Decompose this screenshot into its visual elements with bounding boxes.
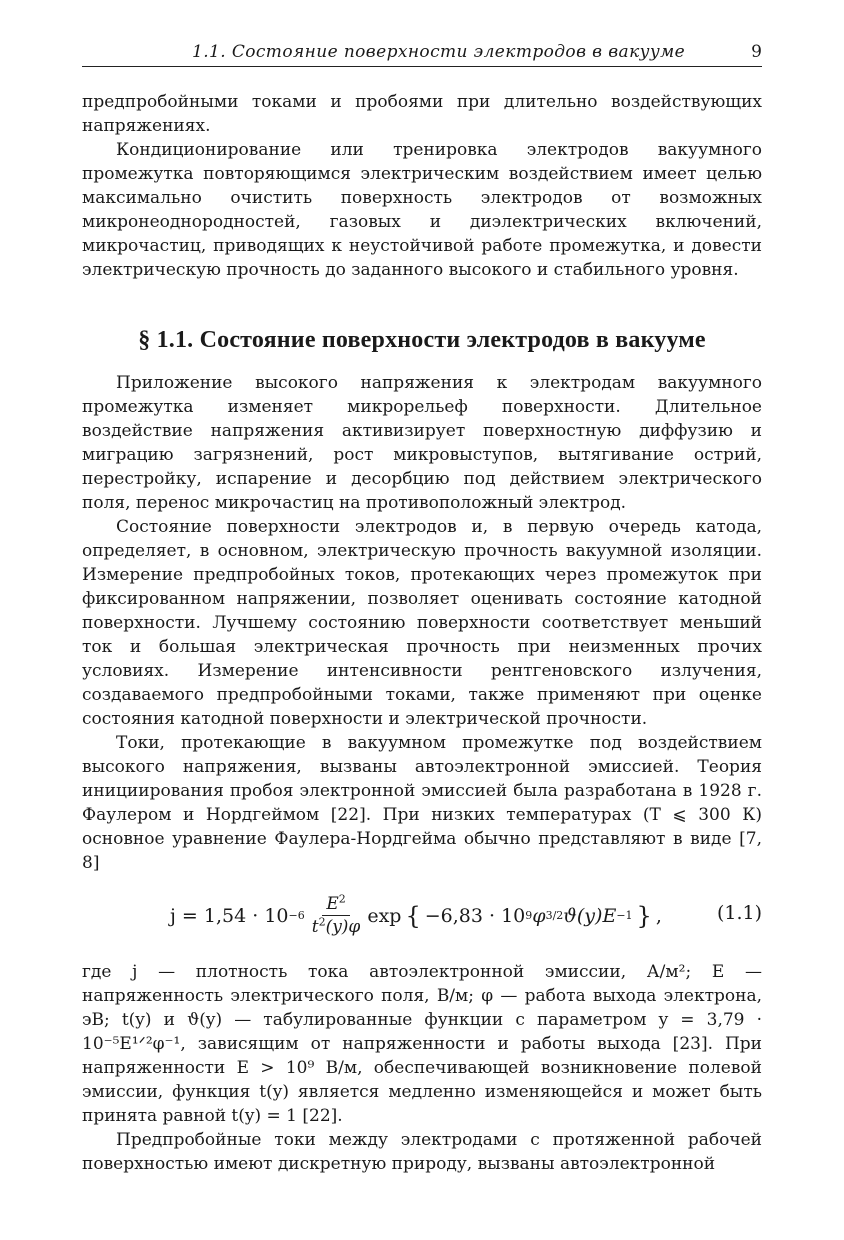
eq-inner-a: −6,83 · 10 (424, 904, 526, 927)
eq-fraction (308, 894, 365, 937)
after-paragraph-2: Предпробойные токи между электродами с протяженной рабочей поверхностью имеют дискретную природу, вызваны автоэлектронной (82, 1130, 762, 1174)
eq-exp-word: exp (367, 904, 402, 927)
section-paragraph-3: Токи, протекающие в вакуумном промежутке под воздействием высокого напряжения, вызваны автоэлектронной эмиссией. Теория инициирования пробоя электронной эмиссией была разработана в 1928 г. Фаулером и Нордгеймом [22]. При низких температурах (T ⩽ 300 К) основное уравнение Фаулера-Нордгейма обычно представляют в виде [7, 8] (82, 733, 762, 873)
section-heading: § 1.1. Состояние поверхности электродов в вакууме (138, 327, 706, 353)
eq-denominator: $t^2(y)\varphi$ (311, 915, 361, 937)
section-text (82, 371, 762, 875)
eq-inner-c: ϑ(y)E (563, 904, 617, 927)
eq-lhs: j = 1,54 · 10 (170, 904, 289, 927)
eq-right-brace: } (636, 901, 652, 930)
page-number: 9 (751, 42, 762, 62)
eq-left-brace: { (405, 901, 421, 930)
eq-inner-b: φ (532, 904, 546, 927)
after-equation-text (82, 960, 762, 1176)
equation-body: j = 1,54 · 10 −6 $\frac{E^2}{t^2(y)\varphi}$ exp { −6,83 · 10 9 φ 3/2 ϑ(y)E −1 } , (170, 892, 662, 937)
running-title: 1.1. Состояние поверхности электродов в вакууме (192, 42, 686, 62)
section-paragraph-2: Состояние поверхности электродов и, в первую очередь катода, определяет, в основном, электрическую прочность вакуумной изоляции. Измерение предпробойных токов, протекающих через промежуток при фиксированном напряжении, позволяет оценивать состояние катодной поверхности. Лучшему состоянию поверхности соответствует меньший ток и большая электрическая прочность при неизменных прочих условиях. Измерение интенсивности рентгеновского излучения, создаваемого предпробойными токами, также применяют при оценке состояния катодной поверхности и электрической прочности. (82, 517, 762, 729)
running-header (82, 42, 762, 67)
eq-numerator: $E^2$ (322, 894, 349, 916)
equation-1-1 (82, 888, 762, 946)
intro-text (82, 90, 762, 282)
intro-paragraph-2: Кондиционирование или тренировка электродов вакуумного промежутка повторяющимся электрическим воздействием имеет целью максимально очистить поверхность электродов от возможных микронеоднородностей, газовых и диэлектрических включений, микрочастиц, приводящих к неустойчивой работе промежутка, и довести электрическую прочность до заданного высокого и стабильного уровня. (82, 140, 762, 280)
after-paragraph-1: где j — плотность тока автоэлектронной эмиссии, А/м²; E — напряженность электрического поля, В/м; φ — работа выхода электрона, эВ; t(y) и ϑ(y) — табулированные функции с параметром y = 3,79 · 10⁻⁵E¹ᐟ²φ⁻¹, зависящим от напряженности и работы выхода [23]. При напряженности E > 10⁹ В/м, обеспечивающей возникновение полевой эмиссии, функция t(y) является медленно изменяющейся и может быть принята равной t(y) = 1 [22]. (82, 962, 762, 1126)
equation-number: (1.1) (716, 902, 762, 924)
section-paragraph-1: Приложение высокого напряжения к электродам вакуумного промежутка изменяет микрорельеф поверхности. Длительное воздействие напряжения активизирует поверхностную диффузию и миграцию загрязнений, рост микровыступов, вытягивание острий, перестройку, испарение и десорбцию под действием электрического поля, перенос микрочастиц на противоположный электрод. (82, 373, 762, 513)
intro-paragraph-1: предпробойными токами и пробоями при длительно воздействующих напряжениях. (82, 92, 762, 136)
